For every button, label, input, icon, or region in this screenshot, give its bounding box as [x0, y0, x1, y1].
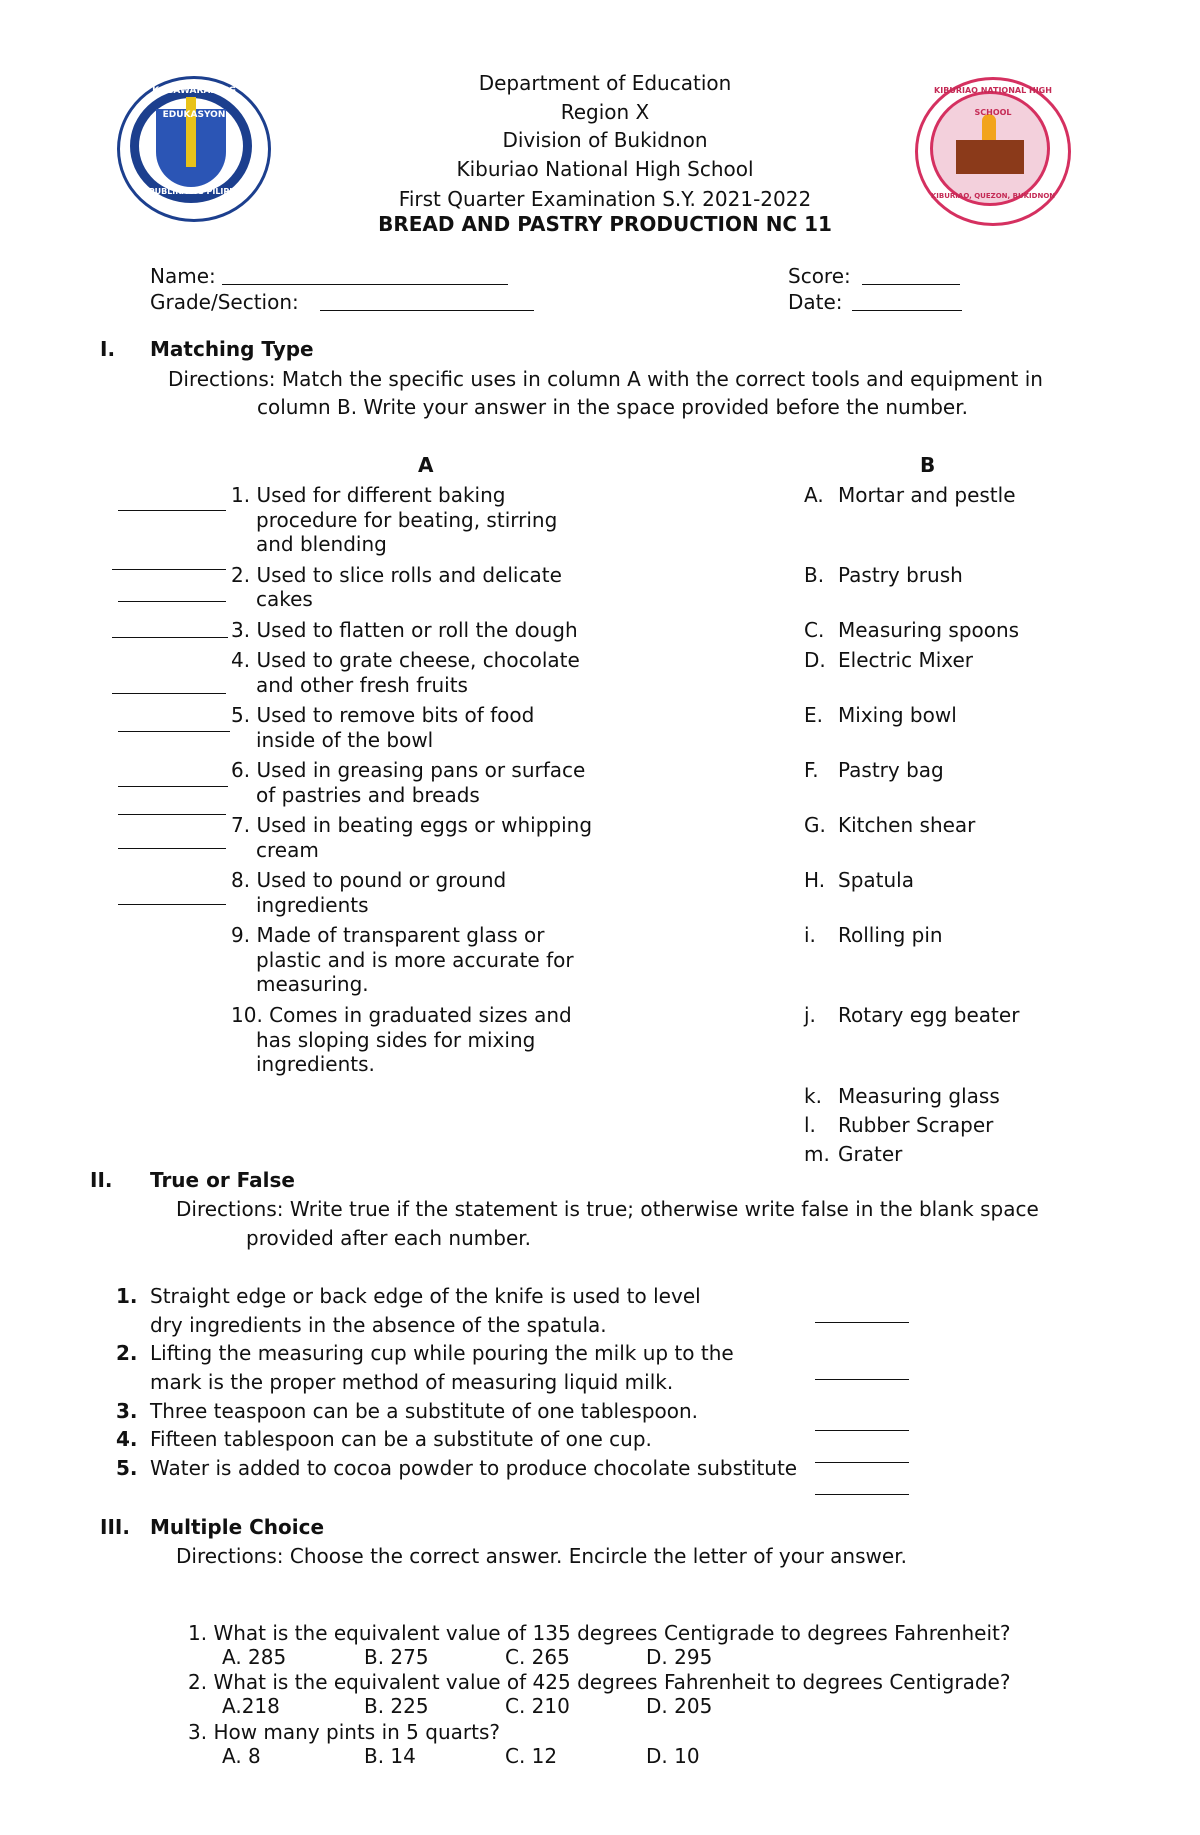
part2-numeral: II.: [90, 1168, 113, 1192]
tf-number: 5.: [116, 1456, 138, 1480]
mc-choice[interactable]: B. 225: [364, 1694, 429, 1718]
choice-letter: i.: [804, 923, 816, 947]
choice-item: Pastry bag: [838, 758, 944, 782]
tf-number: 2.: [116, 1341, 138, 1365]
mc-choice[interactable]: A.218: [222, 1694, 280, 1718]
answer-blank[interactable]: [118, 814, 226, 815]
deped-seal: [117, 76, 271, 222]
mc-choice[interactable]: D. 295: [646, 1645, 713, 1669]
choice-item: Spatula: [838, 868, 914, 892]
mc-choice[interactable]: D. 10: [646, 1744, 700, 1768]
part3-title: Multiple Choice: [150, 1515, 325, 1539]
choice-item: Kitchen shear: [838, 813, 976, 837]
choice-letter: E.: [804, 703, 823, 727]
matching-item: 2. Used to slice rolls and delicate: [231, 563, 562, 587]
answer-blank[interactable]: [112, 637, 228, 638]
part2-directions: Directions: Write true if the statement is true; otherwise write false in the blank space: [176, 1197, 1039, 1221]
answer-blank[interactable]: [118, 848, 226, 849]
mc-question: 1. What is the equivalent value of 135 degrees Centigrade to degrees Fahrenheit?: [188, 1621, 1011, 1645]
tf-answer-blank[interactable]: [815, 1379, 909, 1380]
choice-item: Rotary egg beater: [838, 1003, 1020, 1027]
choice-item: Pastry brush: [838, 563, 963, 587]
choice-letter: G.: [804, 813, 826, 837]
tf-number: 1.: [116, 1284, 138, 1308]
answer-blank[interactable]: [118, 904, 226, 905]
date-field[interactable]: [852, 310, 962, 311]
header-line: Kiburiao National High School: [456, 157, 754, 181]
part1-numeral: I.: [100, 337, 116, 361]
choice-letter: k.: [804, 1084, 822, 1108]
mc-choice[interactable]: D. 205: [646, 1694, 713, 1718]
tf-number: 4.: [116, 1427, 138, 1451]
part2-title: True or False: [150, 1168, 295, 1192]
matching-item-cont: of pastries and breads: [256, 783, 480, 807]
matching-item: 7. Used in beating eggs or whipping: [231, 813, 593, 837]
name-field[interactable]: [222, 284, 508, 285]
matching-item-cont: cream: [256, 838, 319, 862]
mc-choice[interactable]: C. 210: [505, 1694, 570, 1718]
choice-item: Electric Mixer: [838, 648, 974, 672]
answer-blank[interactable]: [112, 569, 226, 570]
answer-blank[interactable]: [112, 693, 226, 694]
matching-item-cont: and blending: [256, 532, 387, 556]
part1-directions: column B. Write your answer in the space provided before the number.: [257, 395, 968, 419]
choice-letter: l.: [804, 1113, 816, 1137]
tf-number: 3.: [116, 1399, 138, 1423]
header-line: Department of Education: [478, 71, 732, 95]
matching-item: 1. Used for different baking: [231, 483, 506, 507]
choice-item: Mortar and pestle: [838, 483, 1016, 507]
tf-statement: Fifteen tablespoon can be a substitute of one cup.: [150, 1427, 652, 1451]
choice-letter: H.: [804, 868, 826, 892]
mc-choice[interactable]: C. 265: [505, 1645, 570, 1669]
tf-statement: Water is added to cocoa powder to produce chocolate substitute: [150, 1456, 798, 1480]
column-b-header: B: [920, 453, 936, 477]
book-icon: [956, 140, 1024, 174]
matching-item-cont: and other fresh fruits: [256, 673, 468, 697]
matching-item-cont: has sloping sides for mixing: [256, 1028, 536, 1052]
mc-choice[interactable]: A. 285: [222, 1645, 287, 1669]
header-line: Division of Bukidnon: [502, 128, 708, 152]
choice-letter: m.: [804, 1142, 830, 1166]
mc-question: 2. What is the equivalent value of 425 degrees Fahrenheit to degrees Centigrade?: [188, 1670, 1011, 1694]
choice-item: Grater: [838, 1142, 903, 1166]
mc-choice[interactable]: B. 14: [364, 1744, 416, 1768]
matching-item: 9. Made of transparent glass or: [231, 923, 545, 947]
choice-item: Mixing bowl: [838, 703, 957, 727]
part1-directions: Directions: Match the specific uses in column A with the correct tools and equipment in: [168, 367, 1043, 391]
choice-letter: A.: [804, 483, 824, 507]
seal-text: KIBURIAO NATIONAL HIGH SCHOOL: [934, 86, 1052, 117]
choice-letter: C.: [804, 618, 825, 642]
answer-blank[interactable]: [118, 731, 230, 732]
tf-answer-blank[interactable]: [815, 1462, 909, 1463]
matching-item-cont: inside of the bowl: [256, 728, 434, 752]
choice-letter: B.: [804, 563, 825, 587]
tf-statement: Three teaspoon can be a substitute of one tablespoon.: [150, 1399, 699, 1423]
matching-item-cont: ingredients.: [256, 1052, 375, 1076]
mc-question: 3. How many pints in 5 quarts?: [188, 1720, 500, 1744]
tf-statement-cont: dry ingredients in the absence of the spatula.: [150, 1313, 607, 1337]
answer-blank[interactable]: [118, 601, 226, 602]
grade-section-label: Grade/Section:: [150, 290, 299, 314]
tf-answer-blank[interactable]: [815, 1494, 909, 1495]
score-label: Score:: [788, 264, 851, 288]
matching-item: 4. Used to grate cheese, chocolate: [231, 648, 580, 672]
tf-statement: Lifting the measuring cup while pouring the milk up to the: [150, 1341, 734, 1365]
choice-letter: j.: [804, 1003, 816, 1027]
mc-choice[interactable]: C. 12: [505, 1744, 558, 1768]
part3-numeral: III.: [100, 1515, 130, 1539]
choice-item: Rolling pin: [838, 923, 943, 947]
tf-statement: Straight edge or back edge of the knife is used to level: [150, 1284, 701, 1308]
part1-title: Matching Type: [150, 337, 314, 361]
mc-choice[interactable]: A. 8: [222, 1744, 261, 1768]
date-label: Date:: [788, 290, 843, 314]
tf-statement-cont: mark is the proper method of measuring liquid milk.: [150, 1370, 674, 1394]
part3-directions: Directions: Choose the correct answer. Encircle the letter of your answer.: [176, 1544, 907, 1568]
tf-answer-blank[interactable]: [815, 1322, 909, 1323]
grade-section-field[interactable]: [320, 310, 534, 311]
seal-subtext: KIBURIAO, QUEZON, BUKIDNON: [930, 192, 1056, 200]
matching-item: 5. Used to remove bits of food: [231, 703, 535, 727]
answer-blank[interactable]: [118, 786, 228, 787]
seal-subtext: REPUBLIKA NG PILIPINAS: [137, 187, 251, 196]
matching-item: 6. Used in greasing pans or surface: [231, 758, 586, 782]
matching-item-cont: measuring.: [256, 972, 369, 996]
matching-item: 3. Used to flatten or roll the dough: [231, 618, 578, 642]
matching-item-cont: ingredients: [256, 893, 369, 917]
choice-item: Rubber Scraper: [838, 1113, 994, 1137]
matching-item-cont: procedure for beating, stirring: [256, 508, 558, 532]
header-line: Region X: [560, 100, 650, 124]
choice-letter: F.: [804, 758, 819, 782]
mc-choice[interactable]: B. 275: [364, 1645, 429, 1669]
matching-item: 8. Used to pound or ground: [231, 868, 507, 892]
column-a-header: A: [418, 453, 434, 477]
tf-answer-blank[interactable]: [815, 1430, 909, 1431]
answer-blank[interactable]: [118, 510, 226, 511]
header-line: First Quarter Examination S.Y. 2021-2022: [398, 187, 812, 211]
score-field[interactable]: [862, 284, 960, 285]
school-seal: [915, 77, 1071, 226]
page-title: BREAD AND PASTRY PRODUCTION NC 11: [378, 212, 832, 236]
matching-item-cont: plastic and is more accurate for: [256, 948, 574, 972]
choice-letter: D.: [804, 648, 826, 672]
choice-item: Measuring spoons: [838, 618, 1020, 642]
matching-item-cont: cakes: [256, 587, 313, 611]
part2-directions: provided after each number.: [246, 1226, 531, 1250]
choice-item: Measuring glass: [838, 1084, 1000, 1108]
seal-text: KAGAWARAN NG EDUKASYON: [152, 86, 236, 120]
name-label: Name:: [150, 264, 216, 288]
matching-item: 10. Comes in graduated sizes and: [231, 1003, 572, 1027]
